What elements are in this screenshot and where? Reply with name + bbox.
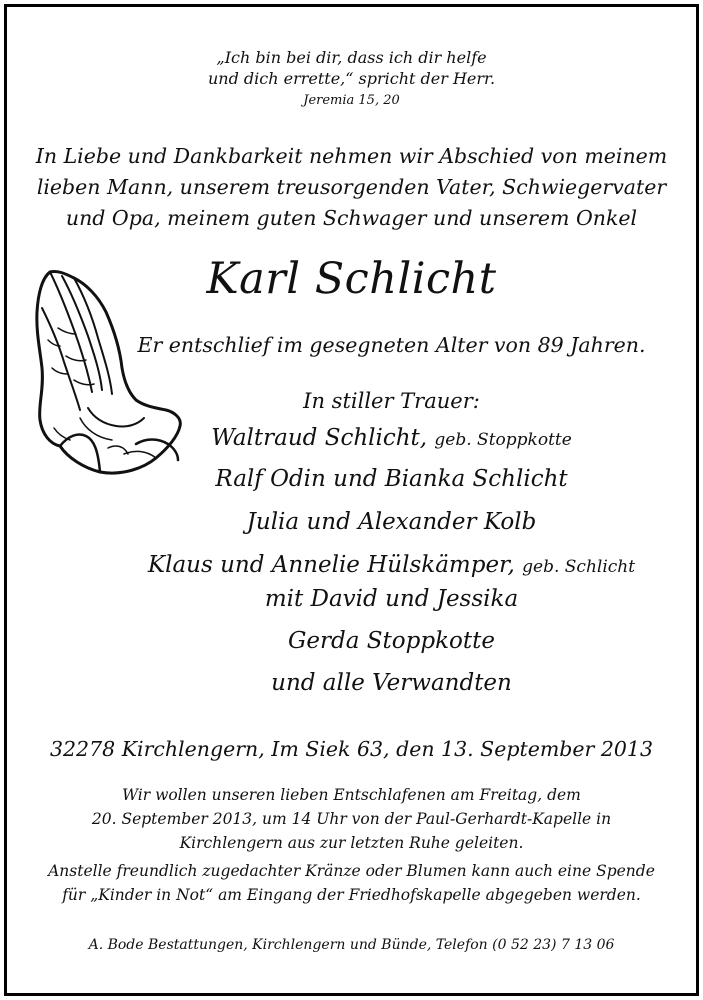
mourners-heading: In stiller Trauer:: [303, 389, 480, 413]
mourner-1: [40, 425, 703, 451]
undertaker-line: A. Bode Bestattungen, Kirchlengern und Bünde, Telefon (0 52 23) 7 13 06: [88, 937, 615, 953]
verse-line-1: „Ich bin bei dir, dass ich dir helfe: [216, 48, 487, 67]
verse-reference: Jeremia 15, 20: [303, 93, 400, 108]
mourner-5: mit David und Jessika: [264, 586, 519, 612]
funeral-line-5: für „Kinder in Not“ am Eingang der Friedhofskapelle abgegeben werden.: [62, 886, 641, 904]
mourner-1-note: geb. Stoppkotte: [434, 430, 572, 450]
mourner-4-name: Klaus und Annelie Hülskämper,: [147, 552, 515, 578]
intro-line-3: und Opa, meinem guten Schwager und unserem Onkel: [65, 206, 638, 230]
funeral-line-1: Wir wollen unseren lieben Entschlafenen am Freitag, dem: [122, 786, 581, 804]
mourner-4: [40, 552, 703, 578]
place-and-date: 32278 Kirchlengern, Im Siek 63, den 13. September 2013: [49, 737, 654, 761]
verse-line-2: und dich errette,“ spricht der Herr.: [207, 69, 496, 88]
funeral-line-2: 20. September 2013, um 14 Uhr von der Paul-Gerhardt-Kapelle in: [91, 810, 612, 828]
mourner-7: und alle Verwandten: [271, 670, 512, 696]
intro-line-2: lieben Mann, unserem treusorgenden Vater, Schwiegervater: [36, 175, 667, 199]
mourner-3: Julia und Alexander Kolb: [246, 509, 537, 535]
deceased-name: Karl Schlicht: [206, 254, 497, 304]
mourner-1-name: Waltraud Schlicht,: [211, 425, 428, 451]
age-text: Er entschlief im gesegneten Alter von 89 Jahren.: [137, 333, 646, 357]
mourner-6: Gerda Stoppkotte: [288, 628, 495, 654]
mourner-2: Ralf Odin und Bianka Schlicht: [215, 466, 568, 492]
funeral-line-3: Kirchlengern aus zur letzten Ruhe geleiten.: [179, 834, 524, 852]
funeral-line-4: Anstelle freundlich zugedachter Kränze oder Blumen kann auch eine Spende: [48, 862, 655, 880]
intro-line-1: In Liebe und Dankbarkeit nehmen wir Abschied von meinem: [35, 144, 668, 168]
mourner-4-note: geb. Schlicht: [522, 557, 636, 577]
